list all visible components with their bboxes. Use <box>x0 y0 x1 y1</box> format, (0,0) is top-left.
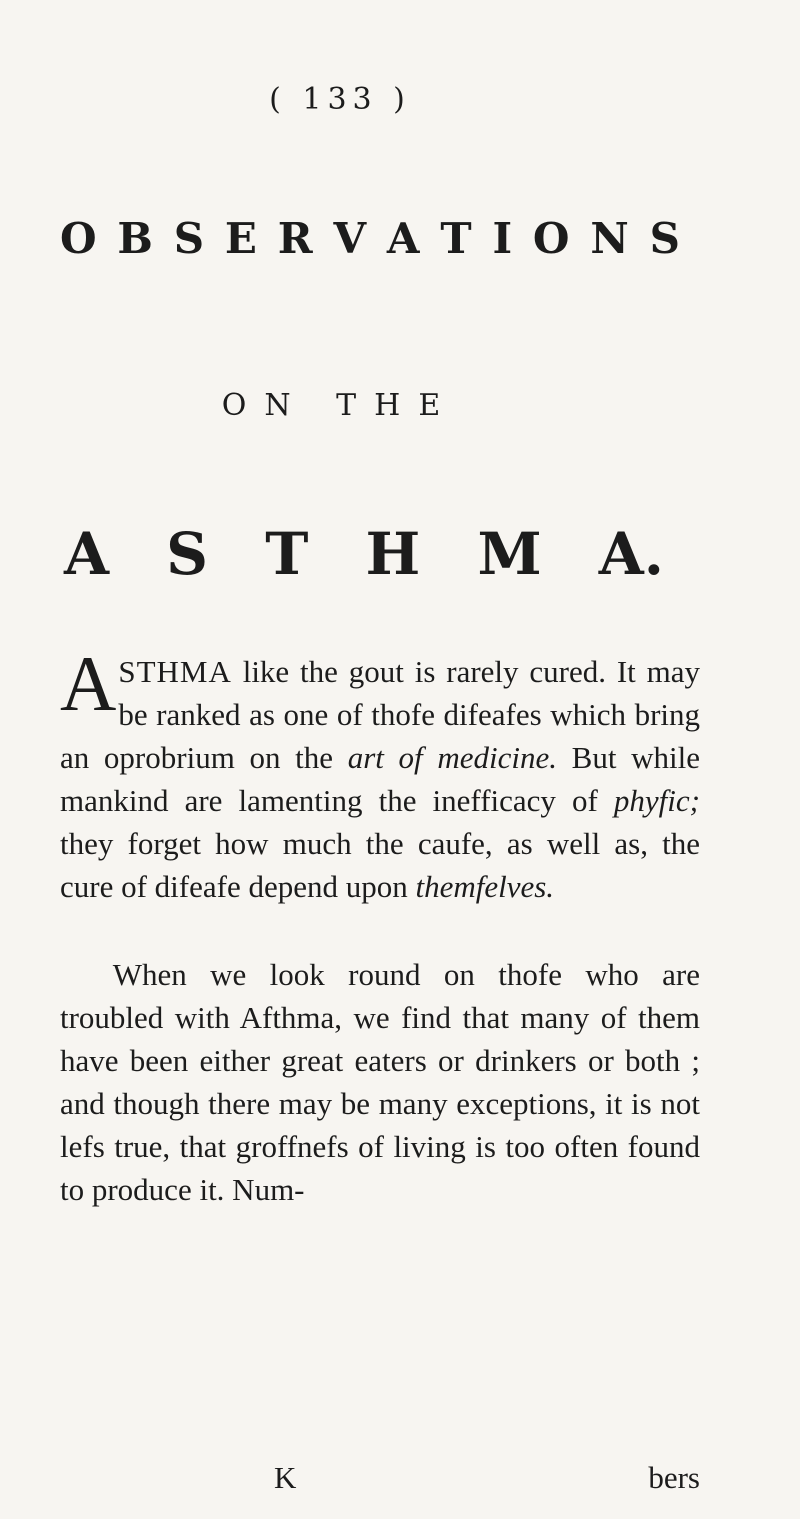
title-letter: R <box>277 214 313 263</box>
title-letter: H <box>365 520 421 588</box>
title-letter: A. <box>598 520 664 588</box>
title-letter: V <box>333 214 367 263</box>
title-letter: M <box>477 520 542 588</box>
italic-art-of-medicine: art of medicine. <box>347 740 557 775</box>
italic-physic: phyfic; <box>613 783 700 818</box>
title-letter: A <box>386 214 420 263</box>
title-letter: O <box>532 214 570 263</box>
drop-cap: A <box>60 640 117 727</box>
paragraph-1 <box>60 640 700 908</box>
paragraph-2: When we look round on thofe who are troubled with Afthma, we find that many of them have been either great eaters or drinkers or both ; and though there may be many exceptions, it is not lefs true, that groffnefs of living is too often found to produce it. Num- <box>60 957 700 1207</box>
paragraph-1-text-a: like the gout is rarely cured. It may be ranked as one of thofe difeafes which bring an oprobrium on the <box>60 654 700 775</box>
title-letter: S <box>649 214 680 263</box>
title-letter: S <box>166 520 209 588</box>
title-on-the: ON THE <box>221 388 459 423</box>
title-letter: S <box>173 214 205 263</box>
catchword: bers <box>648 1460 700 1495</box>
signature-mark: K <box>274 1460 297 1495</box>
page-number: ( 133 ) <box>269 82 411 117</box>
title-observations <box>60 214 680 263</box>
lead-caps: STHMA <box>118 654 232 689</box>
title-letter: B <box>117 214 153 263</box>
title-letter: T <box>265 520 309 588</box>
paragraph-1-text-c: they forget how much the caufe, as well as, the cure of difeafe depend upon <box>60 826 700 904</box>
title-asthma <box>64 520 664 588</box>
title-letter: A <box>64 520 110 588</box>
title-letter: N <box>590 214 629 263</box>
body-text <box>60 640 700 1211</box>
italic-themselves: themfelves. <box>415 869 555 904</box>
title-letter: O <box>60 214 97 263</box>
title-letter: E <box>224 214 257 263</box>
title-letter: T <box>440 214 472 263</box>
paragraph-1-text-b: But while mankind are lamenting the inefficacy of <box>60 740 700 818</box>
title-letter: I <box>492 214 513 263</box>
